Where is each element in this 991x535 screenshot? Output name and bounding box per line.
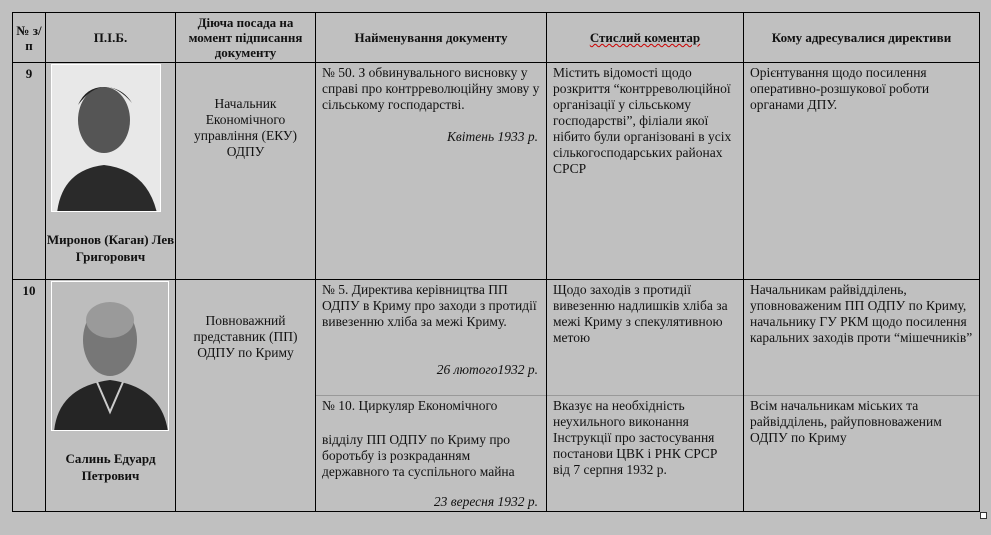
comment-text: Вказує на необхідність неухильного виконання Інструкції про застосування постанови ЦВК і РНК СРСР від 7 серпня 1932 р.: [553, 398, 718, 477]
table-resize-handle[interactable]: [980, 512, 987, 519]
document-cell: [315, 279, 547, 512]
document-cell: [315, 62, 547, 280]
document-title: № 5. Директива керівництва ПП ОДПУ в Криму про заходи з протидії вивезенню хліба за межі Криму.: [322, 282, 537, 329]
header-comment: Стислий коментар: [589, 30, 701, 45]
header-position: Діюча посада на момент підписання документу: [175, 12, 316, 63]
row-num: 9: [12, 62, 46, 280]
header-num: № з/п: [12, 12, 46, 63]
position-cell: Повноважний представник (ПП) ОДПУ по Криму: [175, 279, 316, 512]
comment-cell: Містить відомості щодо розкриття “контрреволюційної організації у сільському господарстві”, філіали якої нібито були організовані в усіх сількогосподарських районах СРСР: [546, 62, 744, 280]
position-cell: Начальник Економічного управління (ЕКУ) ОДПУ: [175, 62, 316, 280]
document-title-continued: відділу ПП ОДПУ по Криму про боротьбу із розкраданням державного та суспільного майна: [322, 432, 515, 479]
document-title: № 50. З обвинувального висновку у справі про контрреволюційну змову у сільському господарстві.: [322, 65, 540, 112]
addressee-text: Начальникам райвідділень, уповноваженим ПП ОДПУ по Криму, начальнику ГУ РКМ щодо посилення каральних заходів проти “мішечників”: [750, 282, 973, 345]
comment-cell: [546, 279, 744, 512]
addressee-cell: [743, 279, 980, 512]
person-cell: [45, 279, 176, 512]
document-title: № 10. Циркуляр Економічного: [322, 398, 498, 413]
row-num: 10: [12, 279, 46, 512]
comment-text: Щодо заходів з протидії вивезенню надлишків хліба за межі Криму з спекулятивною метою: [553, 282, 728, 345]
person-cell: [45, 62, 176, 280]
addressee-cell: Орієнтування щодо посилення оперативно-розшукової роботи органами ДПУ.: [743, 62, 980, 280]
header-name: П.І.Б.: [45, 12, 176, 63]
header-addressee: Кому адресувалися директиви: [743, 12, 980, 63]
portrait-photo: [51, 281, 169, 431]
portrait-photo: [51, 64, 161, 212]
header-document: Найменування документу: [315, 12, 547, 63]
document-date: Квітень 1933 р.: [446, 129, 538, 144]
person-name: Миронов (Каган) Лев Григорович: [46, 232, 175, 264]
person-name: Салинь Едуард Петрович: [65, 451, 156, 483]
document-date: 26 лютого1932 р.: [436, 362, 538, 377]
addressee-text: Всім начальникам міських та райвідділень, райуповноваженим ОДПУ по Криму: [750, 398, 942, 445]
document-date: 23 вересня 1932 р.: [433, 494, 538, 509]
